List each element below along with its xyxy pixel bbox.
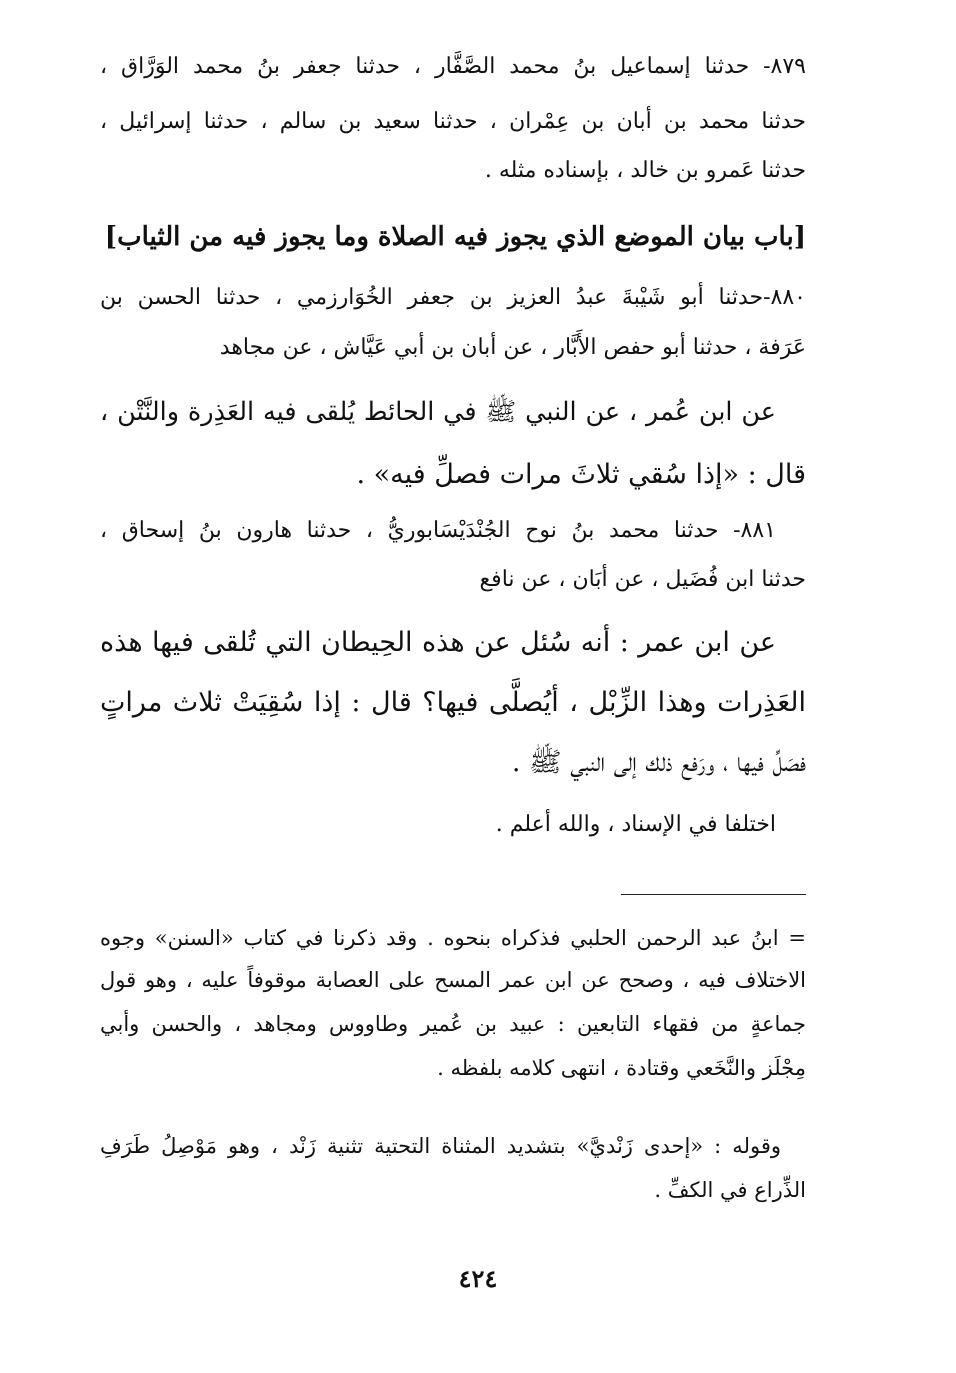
hadith-881-line-1: ٨٨١- حدثنا محمد بنُ نوح الجُنْدَيْسَابوريُّ ، حدثنا هارون بنُ إسحاق ، [100,518,776,543]
footnote-line-3: جماعةٍ من فقهاء التابعين : عبيد بن عُمير وطاووس ومجاهد ، والحسن وأبي [100,1012,806,1036]
hadith-879-line-1: ٨٧٩- حدثنا إسماعيل بنُ محمد الصَّفَّار ، حدثنا جعفر بنُ محمد الوَرَّاق ، [100,54,806,79]
footnote-divider [621,894,806,895]
hadith-881-comment: اختلفا في الإسناد ، والله أعلم . [495,812,776,837]
footnote-line-1: = ابنُ عبد الرحمن الحلبي فذكراه بنحوه . وقد ذكرنا في كتاب «السنن» وجوه [100,926,806,950]
hadith-879-line-2: حدثنا محمد بن أبان بن عِمْران ، حدثنا سعيد بن سالم ، حدثنا إسرائيل ، [100,109,806,134]
hadith-880-matn-1: عن ابن عُمر ، عن النبي ﷺ في الحائط يُلقى فيه العَذِرة والنَّتْن ، [100,397,776,427]
hadith-879-line-3: حدثنا عَمرو بن خالد ، بإسناده مثله . [484,158,806,183]
hadith-881-matn-1: عن ابن عمر : أنه سُئل عن هذه الحِيطان التي تُلقى فيها هذه [100,627,776,658]
hadith-880-matn-2: قال : «إذا سُقي ثلاثَ مرات فصلِّ فيه» . [356,459,806,490]
hadith-881-line-2: حدثنا ابن فُضَيل ، عن أبَان ، عن نافع [479,567,806,592]
chapter-heading: [باب بيان الموضع الذي يجوز فيه الصلاة وما يجوز فيه من الثياب] [104,222,806,252]
footnote-line-2: الاختلاف فيه ، وصحح عن ابن عمر المسح على العصابة موقوفاً عليه ، وهو قول [100,968,806,992]
hadith-880-line-2: عَرَفة ، حدثنا أبو حفص الأَبَّار ، عن أبان بن أبي عَيَّاش ، عن مجاهد [219,335,806,360]
hadith-881-matn-2: العَذِرات وهذا الزِّبْل ، أيُصلَّى فيها؟ قال : إذا سُقِيَتْ ثلاث مراتٍ [100,687,806,718]
hadith-881-matn-3: فصَلِّ فيها ، ورَفع ذلك إلى النبي ﷺ . [511,747,806,778]
footnote-line-5: وقوله : «إحدى زَنْديَّ» بتشديد المثناة التحتية تثنية زَنْد ، وهو مَوْصِلُ طَرَفِ [100,1134,781,1158]
page-number: ٤٢٤ [458,1264,498,1293]
footnote-line-6: الذِّراع في الكفِّ . [654,1178,806,1202]
book-page [100,0,806,1373]
hadith-880-line-1: ٨٨٠-حدثنا أبو شَيْبةَ عبدُ العزيز بن جعفر الخُوَارزمي ، حدثنا الحسن بن [100,285,806,310]
footnote-line-4: مِجْلَز والنَّخَعي وقتادة ، انتهى كلامه بلفظه . [437,1056,806,1080]
